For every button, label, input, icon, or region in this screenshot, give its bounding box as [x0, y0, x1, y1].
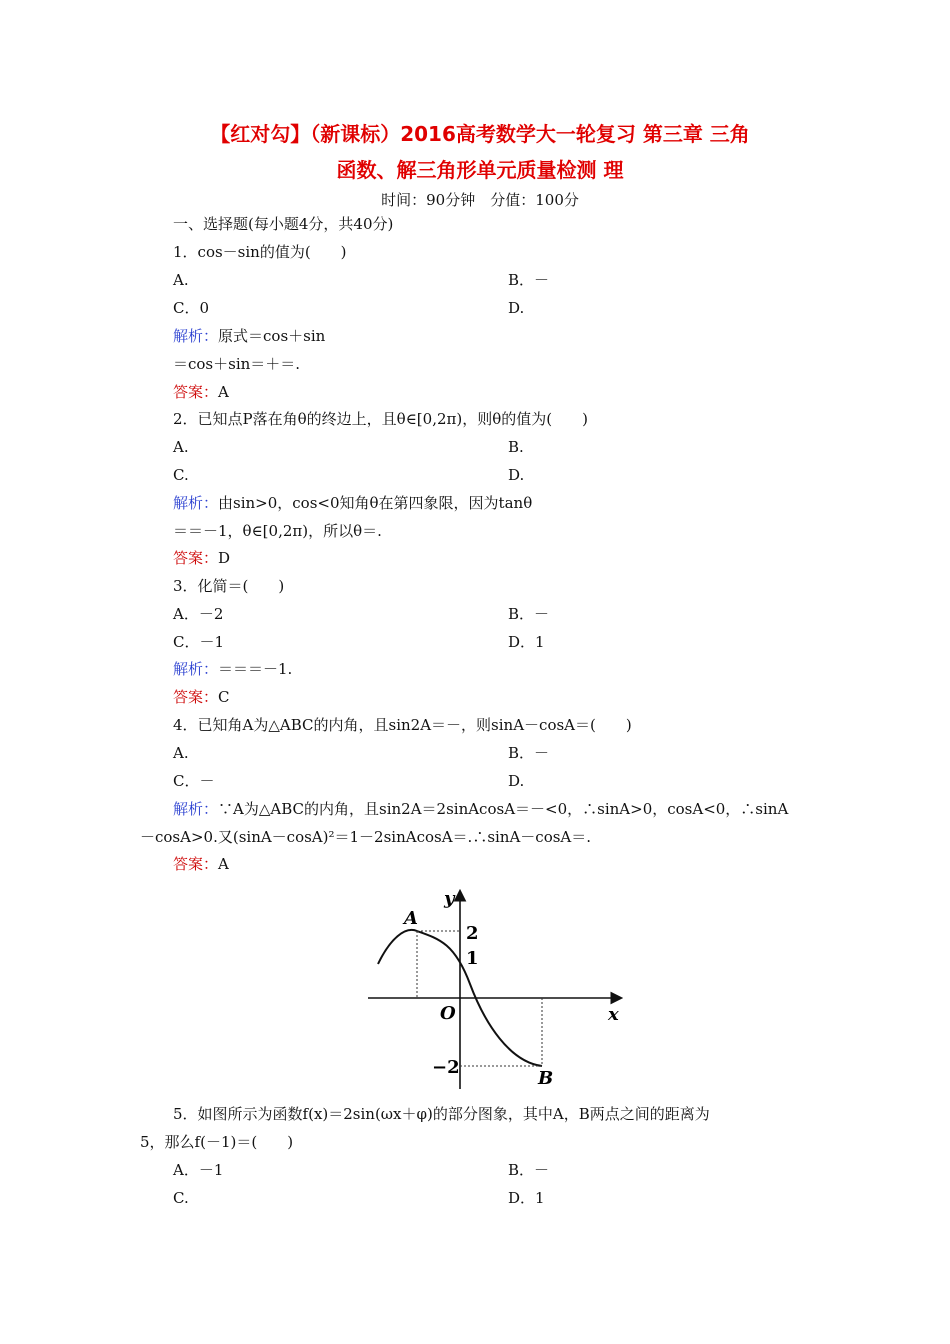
q2-option-c: C. [173, 466, 189, 484]
q4-answer-value: A [218, 855, 229, 873]
q4-answer-label: 答案： [173, 855, 219, 873]
q1-stem: 1．cos－sin的值为( ) [173, 243, 347, 261]
q4-option-c: C．－ [173, 772, 215, 790]
document-title-line-1: 【红对勾】（新课标）2016高考数学大一轮复习 第三章 三角 [210, 122, 750, 146]
q5-option-c: C. [173, 1189, 189, 1207]
q4-analysis-line-1 [173, 799, 788, 819]
exam-meta: 时间：90分钟 分值：100分 [381, 191, 579, 209]
q3-option-d: D．1 [508, 633, 545, 651]
q5-option-d: D．1 [508, 1189, 545, 1207]
q5-option-b: B．－ [508, 1161, 550, 1179]
q2-analysis-text-1: 由sin>0，cos<0知角θ在第四象限，因为tanθ [218, 494, 533, 512]
q3-answer-value: C [218, 688, 230, 706]
label-y: y [444, 888, 455, 909]
q1-answer [173, 382, 229, 402]
q3-analysis-text-1: ＝＝＝－1. [218, 660, 293, 678]
q2-answer-value: D [218, 549, 231, 567]
q2-option-b: B. [508, 438, 524, 456]
q2-stem: 2．已知点P落在角θ的终边上，且θ∈[0,2π)，则θ的值为( ) [173, 410, 588, 428]
q2-option-a: A. [173, 438, 189, 456]
q2-analysis-label: 解析： [173, 494, 219, 512]
q3-stem: 3．化简＝( ) [173, 577, 285, 595]
q1-option-c: C．0 [173, 299, 210, 317]
q3-analysis-label: 解析： [173, 660, 219, 678]
q3-option-b: B．－ [508, 605, 550, 623]
q2-analysis-text-2: ＝＝－1，θ∈[0,2π)，所以θ＝. [173, 522, 382, 540]
q5-stem-line-2: 5，那么f(－1)＝( ) [140, 1133, 294, 1151]
q3-option-a: A．－2 [173, 605, 224, 623]
label-point-b: B [538, 1068, 554, 1089]
q4-stem: 4．已知角A为△ABC的内角，且sin2A＝－，则sinA－cosA＝( ) [173, 716, 632, 734]
document-title-line-2: 函数、解三角形单元质量检测 理 [336, 158, 624, 182]
q1-answer-value: A [218, 383, 229, 401]
label-origin: O [440, 1003, 456, 1024]
q1-analysis-text-2: ＝cos＋sin＝＋＝. [173, 355, 301, 373]
section-heading: 一、选择题(每小题4分，共40分) [173, 215, 394, 233]
label-x: x [608, 1004, 619, 1025]
q1-option-b: B．－ [508, 271, 550, 289]
q3-answer-label: 答案： [173, 688, 219, 706]
q5-stem-line-1: 5．如图所示为函数f(x)＝2sin(ωx＋φ)的部分图象，其中A，B两点之间的距离为 [173, 1105, 710, 1123]
q2-answer-label: 答案： [173, 549, 219, 567]
q2-analysis-line-1 [173, 493, 532, 513]
q1-analysis-label: 解析： [173, 327, 219, 345]
q4-analysis-label: 解析： [173, 800, 219, 818]
q3-analysis-line-1 [173, 659, 292, 679]
q1-analysis-line-1 [173, 326, 325, 346]
label-tick-1: 1 [466, 948, 479, 969]
q3-option-c: C．－1 [173, 633, 225, 651]
q1-answer-label: 答案： [173, 383, 219, 401]
q4-option-d: D. [508, 772, 525, 790]
q4-analysis-text-1: ∵A为△ABC的内角，且sin2A＝2sinAcosA＝－<0，∴sinA>0，cosA<0，∴sinA [218, 800, 789, 818]
q4-option-a: A. [173, 744, 189, 762]
q4-option-b: B．－ [508, 744, 550, 762]
q2-answer [173, 548, 230, 568]
q1-option-a: A. [173, 271, 189, 289]
label-point-a: A [404, 908, 418, 929]
q1-option-d: D. [508, 299, 525, 317]
q5-option-a: A．－1 [173, 1161, 224, 1179]
label-tick-neg2: −2 [432, 1057, 460, 1078]
sine-graph-figure [360, 884, 630, 1094]
q3-answer [173, 687, 230, 707]
label-tick-2: 2 [466, 923, 479, 944]
q4-analysis-text-2: －cosA>0.又(sinA－cosA)²＝1－2sinAcosA＝.∴sinA－cosA＝. [140, 828, 592, 846]
q1-analysis-text-1: 原式＝cos＋sin [218, 327, 326, 345]
q4-answer [173, 854, 229, 874]
q2-option-d: D. [508, 466, 525, 484]
